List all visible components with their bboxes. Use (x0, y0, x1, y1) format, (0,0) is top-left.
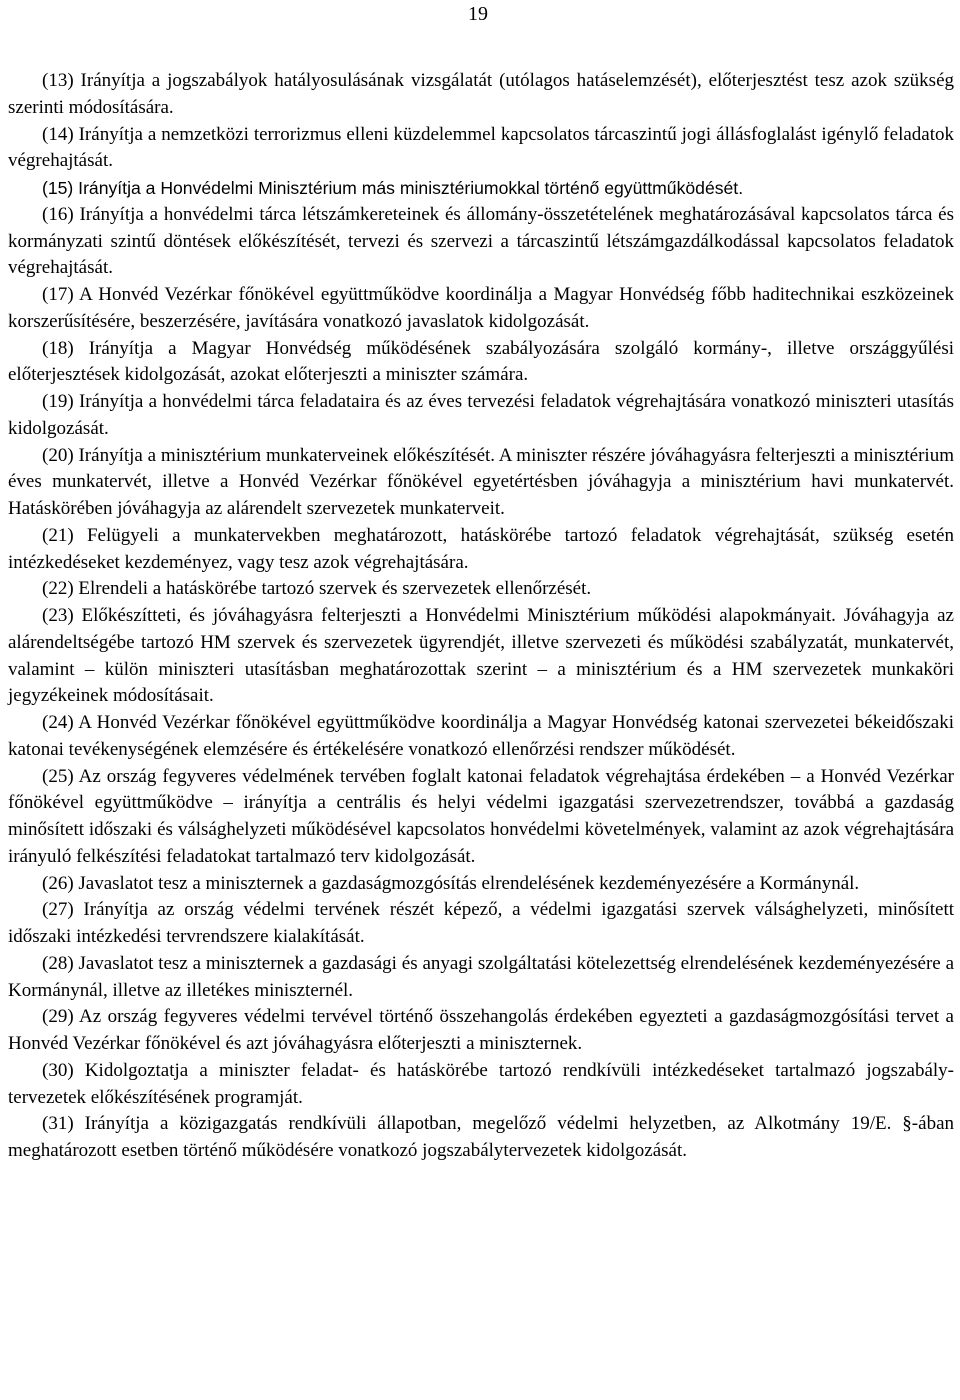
paragraph-28: (28) Javaslatot tesz a miniszternek a gazdasági és anyagi szolgáltatási kötelezettség elrendelésének kezdeményezésére a Kormánynál, illetve az illetékes miniszternél. (8, 952, 954, 1001)
paragraph-17: (17) A Honvéd Vezérkar főnökével együttműködve koordinálja a Magyar Honvédség főbb haditechnikai eszközeinek korszerűsítésére, beszerzésére, javítására vonatkozó javaslatok kidolgozását. (8, 284, 954, 332)
page-number: 19 (468, 3, 488, 25)
paragraph-16: (16) Irányítja a honvédelmi tárca létszámkereteinek és állomány-összetételének meghatározásával kapcsolatos tárca és kormányzati szintű döntések előkészítését, tervezi és szervezi a tárcaszintű létszámgazdálkodással kapcsolatos feladatok végrehajtását. (8, 203, 954, 279)
paragraph-15: (15) Irányítja a Honvédelmi Minisztérium más minisztériumokkal történő együttműködését. (42, 178, 744, 198)
paragraph-13: (13) Irányítja a jogszabályok hatályosulásának vizsgálatát (utólagos hatáselemzését), előterjesztést tesz azok szükség szerinti módosítására. (8, 70, 954, 118)
document-body (8, 68, 954, 1165)
paragraph-30: (30) Kidolgoztatja a miniszter feladat- és hatáskörébe tartozó rendkívüli intézkedéseket tartalmazó jogszabály-tervezetek előkészítésének programját. (8, 1059, 954, 1108)
paragraph-25: (25) Az ország fegyveres védelmének tervében foglalt katonai feladatok végrehajtása érdekében – a Honvéd Vezérkar főnökével együttműködve – irányítja a centrális és helyi védelmi igazgatási szervezetrendszer, továbbá a gazdaság minősített időszaki és válsághelyzeti működésével kapcsolatos honvédelmi követelmények, valamint az azok végrehajtására irányuló felkészítési feladatokat tartalmazó terv kidolgozását. (8, 765, 954, 867)
paragraph-14: (14) Irányítja a nemzetközi terrorizmus elleni küzdelemmel kapcsolatos tárcaszintű jogi állásfoglalást igénylő feladatok végrehajtását. (8, 123, 954, 172)
paragraph-19: (19) Irányítja a honvédelmi tárca feladataira és az éves tervezési feladatok végrehajtására vonatkozó miniszteri utasítás kidolgozását. (8, 391, 954, 439)
paragraph-26: (26) Javaslatot tesz a miniszternek a gazdaságmozgósítás elrendelésének kezdeményezésére a Kormánynál. (42, 872, 860, 894)
paragraph-20: (20) Irányítja a minisztérium munkaterveinek előkészítését. A miniszter részére jóváhagyásra felterjeszti a minisztérium éves munkatervét, illetve a Honvéd Vezérkar főnökével egyetértésben jóváhagyja a minisztérium havi munkatervét. Hatáskörében jóváhagyja az alárendelt szervezetek munkaterveit. (8, 444, 954, 519)
paragraph-29: (29) Az ország fegyveres védelmi tervével történő összehangolás érdekében egyezteti a gazdaságmozgósítási tervet a Honvéd Vezérkar főnökével és azt jóváhagyásra előterjeszti a miniszternek. (8, 1006, 954, 1054)
paragraph-21: (21) Felügyeli a munkatervekben meghatározott, hatáskörébe tartozó feladatok végrehajtását, szükség esetén intézkedéseket kezdeményez, vagy tesz azok végrehajtására. (8, 524, 954, 573)
paragraph-18: (18) Irányítja a Magyar Honvédség működésének szabályozására szolgáló kormány-, illetve országgyűlési előterjesztések kidolgozását, azokat előterjeszti a miniszter számára. (8, 337, 954, 386)
paragraph-22: (22) Elrendeli a hatáskörébe tartozó szervek és szervezetek ellenőrzését. (42, 578, 592, 600)
paragraph-23: (23) Előkészítteti, és jóváhagyásra felterjeszti a Honvédelmi Minisztérium működési alapokmányait. Jóváhagyja az alárendeltségébe tartozó HM szervek és szervezetek ügyrendjét, illetve szervezeti és működési szabályzatát, munkatervét, valamint – külön miniszteri utasításban meghatározottak szerint – a minisztérium és a HM szervezetek munkaköri jegyzékeinek módosításait. (8, 605, 954, 707)
paragraph-31: (31) Irányítja a közigazgatás rendkívüli állapotban, megelőző védelmi helyzetben, az Alkotmány 19/E. §-ában meghatározott esetben történő működésére vonatkozó jogszabálytervezetek kidolgozását. (8, 1113, 954, 1161)
paragraph-24: (24) A Honvéd Vezérkar főnökével együttműködve koordinálja a Magyar Honvédség katonai szervezetei békeidőszaki katonai tevékenységének elemzésére és értékelésére vonatkozó ellenőrzési rendszer működését. (8, 712, 954, 760)
paragraph-27: (27) Irányítja az ország védelmi tervének részét képező, a védelmi igazgatási szervek válsághelyzeti, minősített időszaki intézkedési tervrendszere kialakítását. (8, 899, 954, 947)
